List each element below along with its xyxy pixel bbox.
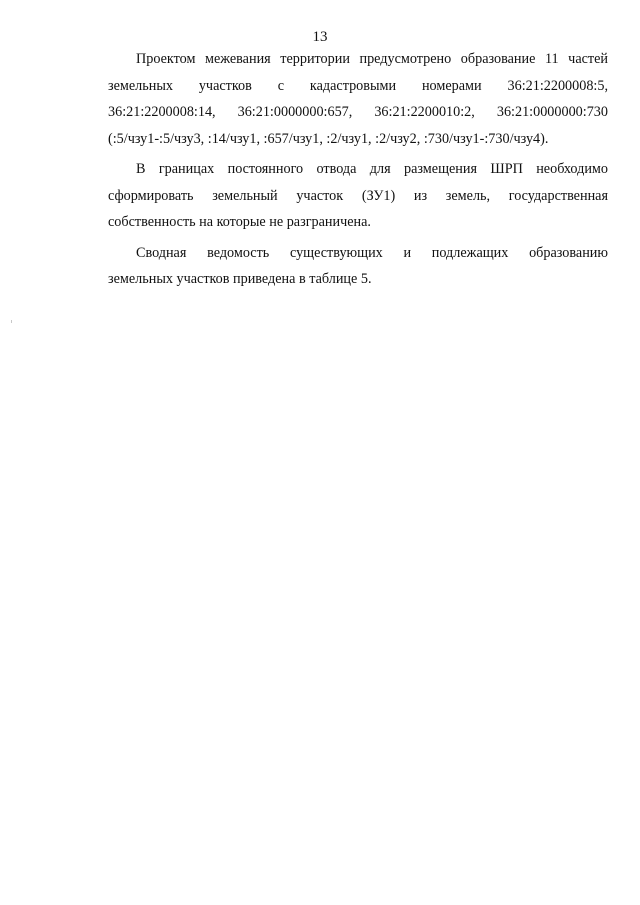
paragraph-permanent-allotment <box>108 156 608 236</box>
paragraph-line: 36:21:2200008:14, 36:21:0000000:657, 36:21:2200010:2, 36:21:0000000:730 <box>108 104 608 120</box>
paragraph-line: (:5/чзу1-:5/чзу3, :14/чзу1, :657/чзу1, :2/чзу1, :2/чзу2, :730/чзу1-:730/чзу4). <box>108 130 549 147</box>
scan-mark <box>11 320 12 323</box>
document-body <box>108 46 608 297</box>
paragraph-line: сформировать земельный участок (ЗУ1) из земель, государственная <box>108 187 608 204</box>
paragraph-line: земельных участков с кадастровыми номерами 36:21:2200008:5, <box>108 77 608 94</box>
paragraph-line: Сводная ведомость существующих и подлежащих образованию <box>136 244 608 261</box>
paragraph-summary-table-reference <box>108 240 608 293</box>
paragraph-land-parts <box>108 46 608 152</box>
paragraph-line: Проектом межевания территории предусмотрено образование 11 частей <box>136 51 608 67</box>
paragraph-line: В границах постоянного отвода для размещения ШРП необходимо <box>136 161 608 177</box>
paragraph-line: земельных участков приведена в таблице 5. <box>108 271 372 287</box>
page-number: 13 <box>312 29 328 45</box>
paragraph-line: собственность на которые не разграничена. <box>108 214 371 230</box>
